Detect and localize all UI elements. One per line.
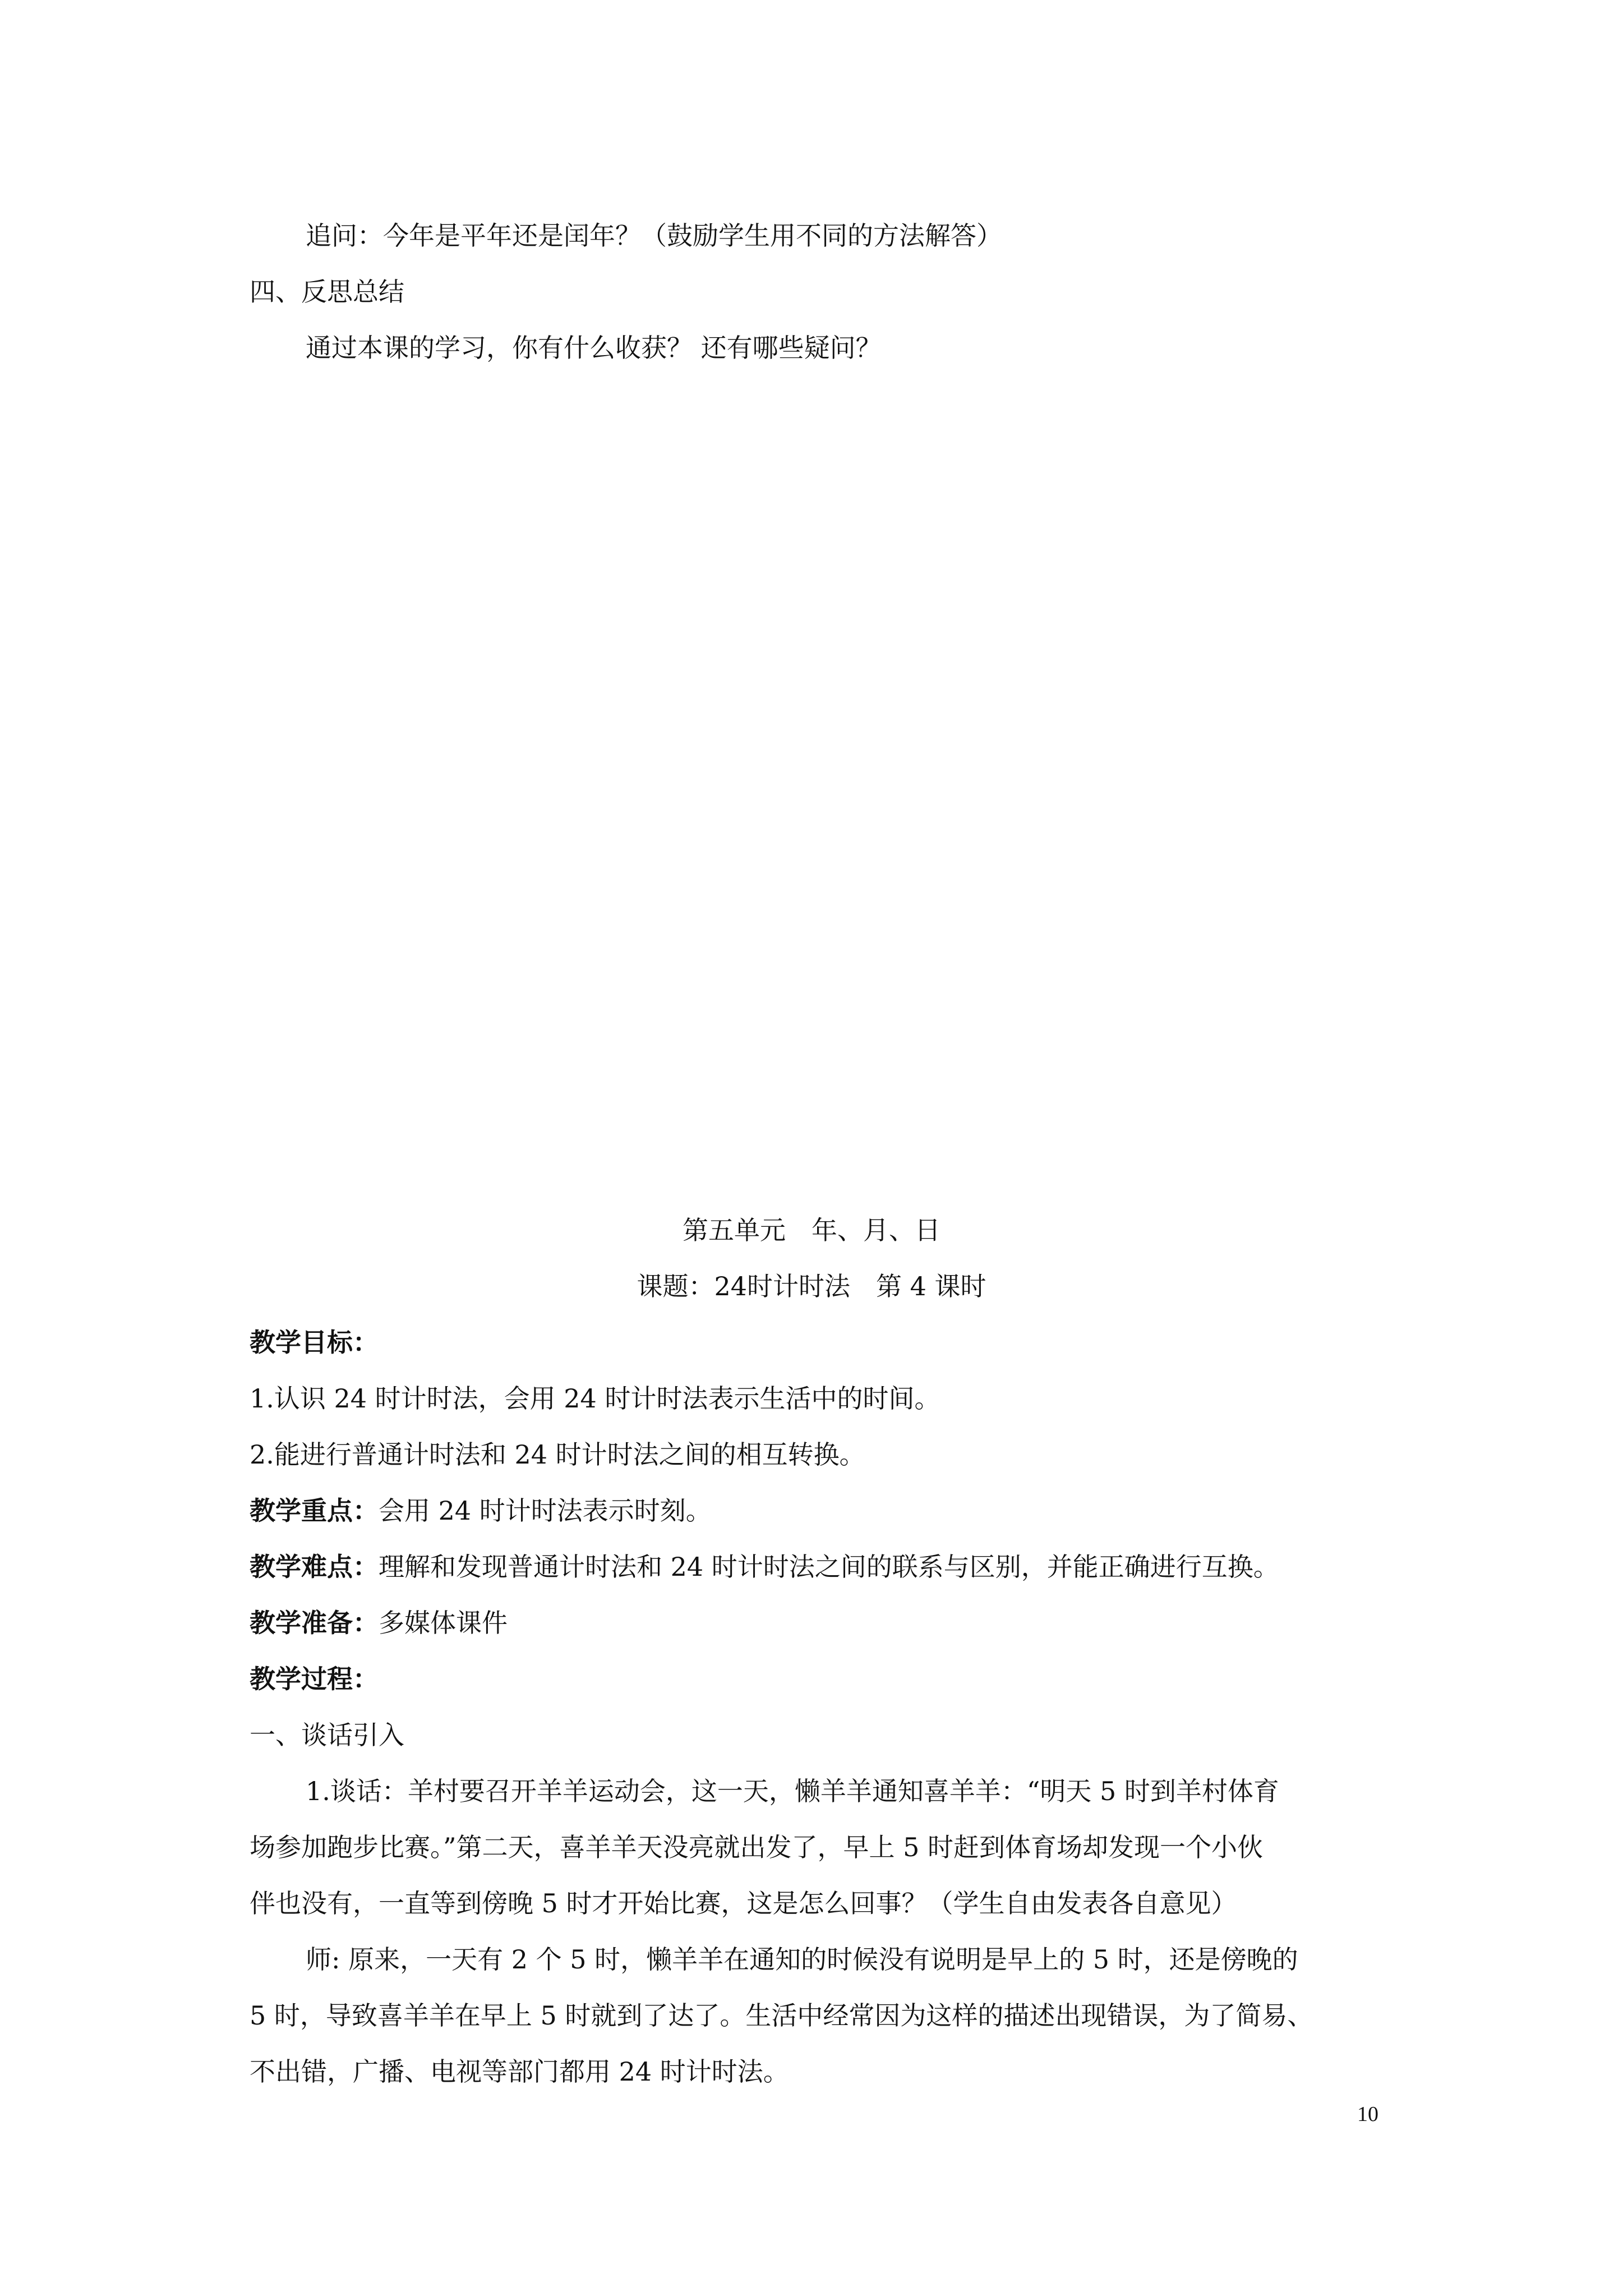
paragraph-1-line-1: 1.谈话：羊村要召开羊羊运动会，这一天，懒羊羊通知喜羊羊：“明天 5 时到羊村体育: [306, 1776, 1279, 1806]
difficulty-label: 教学难点：: [250, 1552, 379, 1582]
page-number: 10: [1357, 2102, 1378, 2126]
preparation-line: [250, 1610, 508, 1636]
section-heading-reflection: 四、反思总结: [250, 277, 404, 307]
difficulty-line: [250, 1554, 1279, 1580]
paragraph-2-line-3: 不出错，广播、电视等部门都用 24 时计时法。: [250, 2056, 789, 2087]
reflection-question-text: 通过本课的学习，你有什么收获？ 还有哪些疑问？: [306, 333, 882, 363]
objectives-label: 教学目标：: [250, 1327, 379, 1358]
unit-title: 第五单元 年、月、日: [683, 1215, 940, 1245]
objective-item-2: 2.能进行普通计时法和 24 时计时法之间的相互转换。: [250, 1439, 865, 1470]
difficulty-text: 理解和发现普通计时法和 24 时计时法之间的联系与区别，并能正确进行互换。: [379, 1552, 1279, 1582]
paragraph-2-line-1: 师: 原来，一天有 2 个 5 时，懒羊羊在通知的时候没有说明是早上的 5 时，还是傍晚的: [306, 1944, 1298, 1975]
section-heading-introduction: 一、谈话引入: [250, 1720, 404, 1750]
preparation-label: 教学准备：: [250, 1608, 379, 1638]
paragraph-1-line-2: 场参加跑步比赛。”第二天，喜羊羊天没亮就出发了，早上 5 时赶到体育场却发现一个小伙: [250, 1832, 1264, 1862]
paragraph-1-line-3: 伴也没有，一直等到傍晚 5 时才开始比赛，这是怎么回事？（学生自由发表各自意见）: [250, 1888, 1237, 1918]
paragraph-2-line-2: 5 时，导致喜羊羊在早上 5 时就到了达了。生活中经常因为这样的描述出现错误，为了简易、: [250, 2000, 1313, 2031]
followup-question-text: 追问：今年是平年还是闰年？（鼓励学生用不同的方法解答）: [306, 220, 1002, 251]
lesson-topic-title: 课题：24时计时法 第 4 课时: [637, 1271, 986, 1301]
key-point-text: 会用 24 时计时法表示时刻。: [379, 1496, 712, 1526]
key-point-line: [250, 1498, 712, 1524]
key-point-label: 教学重点：: [250, 1496, 379, 1526]
preparation-text: 多媒体课件: [379, 1608, 508, 1638]
process-label: 教学过程：: [250, 1664, 379, 1694]
objective-item-1: 1.认识 24 时计时法，会用 24 时计时法表示生活中的时间。: [250, 1383, 940, 1414]
